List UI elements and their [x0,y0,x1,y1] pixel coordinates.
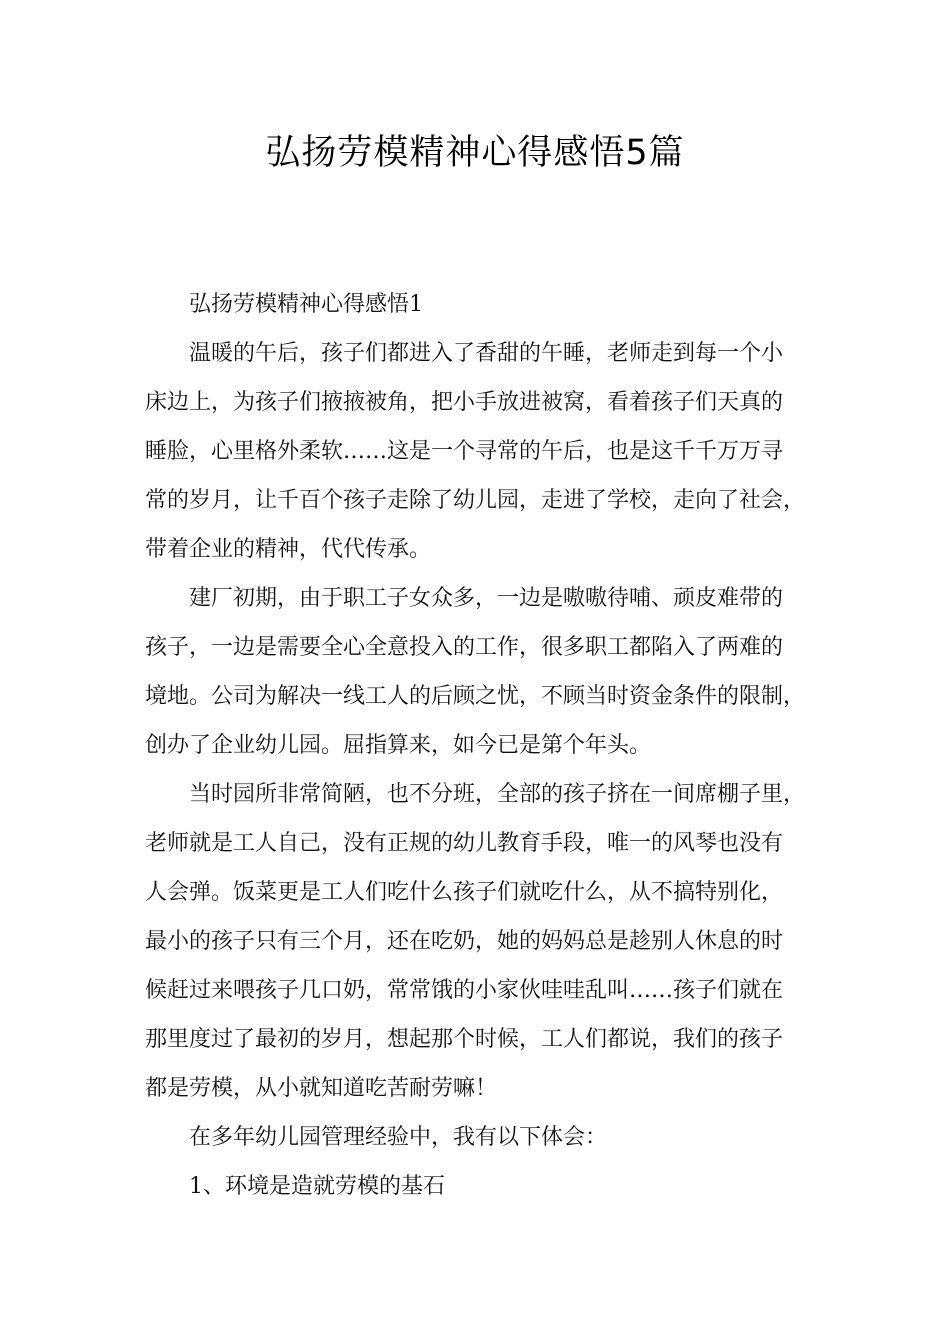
paragraph-line: 那里度过了最初的岁月，想起那个时候，工人们都说，我们的孩子 [145,1027,784,1052]
paragraph-line: 候赶过来喂孩子几口奶，常常饿的小家伙哇哇乱叫……孩子们就在 [145,978,784,1003]
paragraph-line: 建厂初期，由于职工子女众多，一边是嗷嗷待哺、顽皮难带的 [189,586,784,611]
paragraph-line: 创办了企业幼儿园。屈指算来，如今已是第个年头。 [145,733,652,758]
paragraph-line: 都是劳模，从小就知道吃苦耐劳嘛！ [145,1076,498,1101]
paragraph-line: 当时园所非常简陋，也不分班，全部的孩子挤在一间席棚子里， [189,782,806,807]
paragraph-line: 最小的孩子只有三个月，还在吃奶，她的妈妈总是趁别人休息的时 [145,929,784,954]
paragraph-line: 常的岁月，让千百个孩子走除了幼儿园，走进了学校，走向了社会， [145,488,806,513]
paragraph-line: 老师就是工人自己，没有正规的幼儿教育手段，唯一的风琴也没有 [145,831,784,856]
document-body [145,280,825,1211]
paragraph-line: 在多年幼儿园管理经验中，我有以下体会： [189,1125,608,1150]
document-title: 弘扬劳模精神心得感悟5篇 [265,133,685,173]
paragraph-line: 床边上，为孩子们掖掖被角，把小手放进被窝，看着孩子们天真的 [145,390,784,415]
paragraph-line: 孩子，一边是需要全心全意投入的工作，很多职工都陷入了两难的 [145,635,784,660]
paragraph-line: 境地。公司为解决一线工人的后顾之忧，不顾当时资金条件的限制， [145,684,806,709]
paragraph-line: 1、环境是造就劳模的基石 [189,1174,445,1199]
paragraph-line: 温暖的午后，孩子们都进入了香甜的午睡，老师走到每一个小 [189,341,784,366]
paragraph-line: 弘扬劳模精神心得感悟1 [189,292,423,317]
paragraph-line: 睡脸，心里格外柔软……这是一个寻常的午后，也是这千千万万寻 [145,439,784,464]
paragraph-line: 人会弹。饭菜更是工人们吃什么孩子们就吃什么，从不搞特别化， [145,880,784,905]
paragraph-line: 带着企业的精神，代代传承。 [145,537,432,562]
